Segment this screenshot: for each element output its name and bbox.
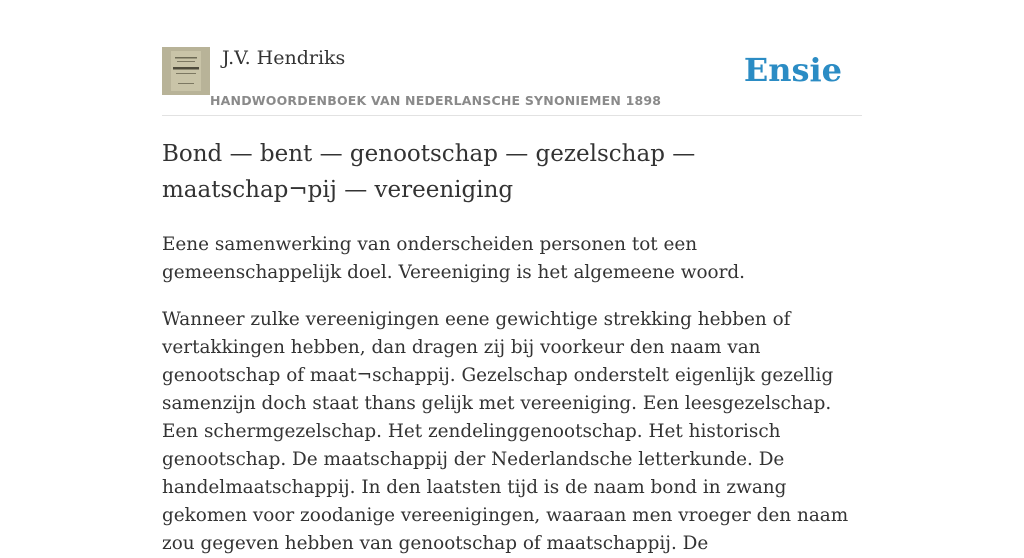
article-body bbox=[162, 136, 867, 558]
page-header bbox=[162, 46, 862, 116]
article-paragraph-1: Eene samenwerking van onderscheiden personen tot een gemeenschappelijk doel. Vereeniging is het algemeene woord. bbox=[162, 234, 746, 283]
book-cover-icon bbox=[162, 47, 210, 95]
book-cover-avatar[interactable] bbox=[162, 47, 210, 95]
article-paragraph-2: Wanneer zulke vereenigingen eene gewichtige strekking hebben of vertakkingen hebben, dan dragen zij bij voorkeur den naam van genootschap of maat¬schappij. Gezelschap onderstelt eigenlijk gezellig samenzijn doch staat thans gelijk met vereeniging. Een leesgezelschap. Een schermgezelschap. Het zendelinggenootschap. Het historisch genootschap. De maatschappij der Nederlandsche letterkunde. De handelmaatschappij. In den laatsten tijd is de naam bond in zwang gekomen voor zoodanige vereenigingen, waaraan men vroeger den naam zou gegeven hebben van genootschap of maatschappij. De bbox=[162, 309, 849, 554]
article-title: Bond — bent — genootschap — gezelschap — maatschap¬pij — vereeniging bbox=[162, 141, 696, 203]
source-title[interactable]: HANDWOORDENBOEK VAN NEDERLANSCHE SYNONIEMEN 1898 bbox=[210, 93, 662, 108]
author-name[interactable]: J.V. Hendriks bbox=[222, 47, 346, 69]
brand-logo[interactable]: Ensie bbox=[743, 51, 842, 89]
